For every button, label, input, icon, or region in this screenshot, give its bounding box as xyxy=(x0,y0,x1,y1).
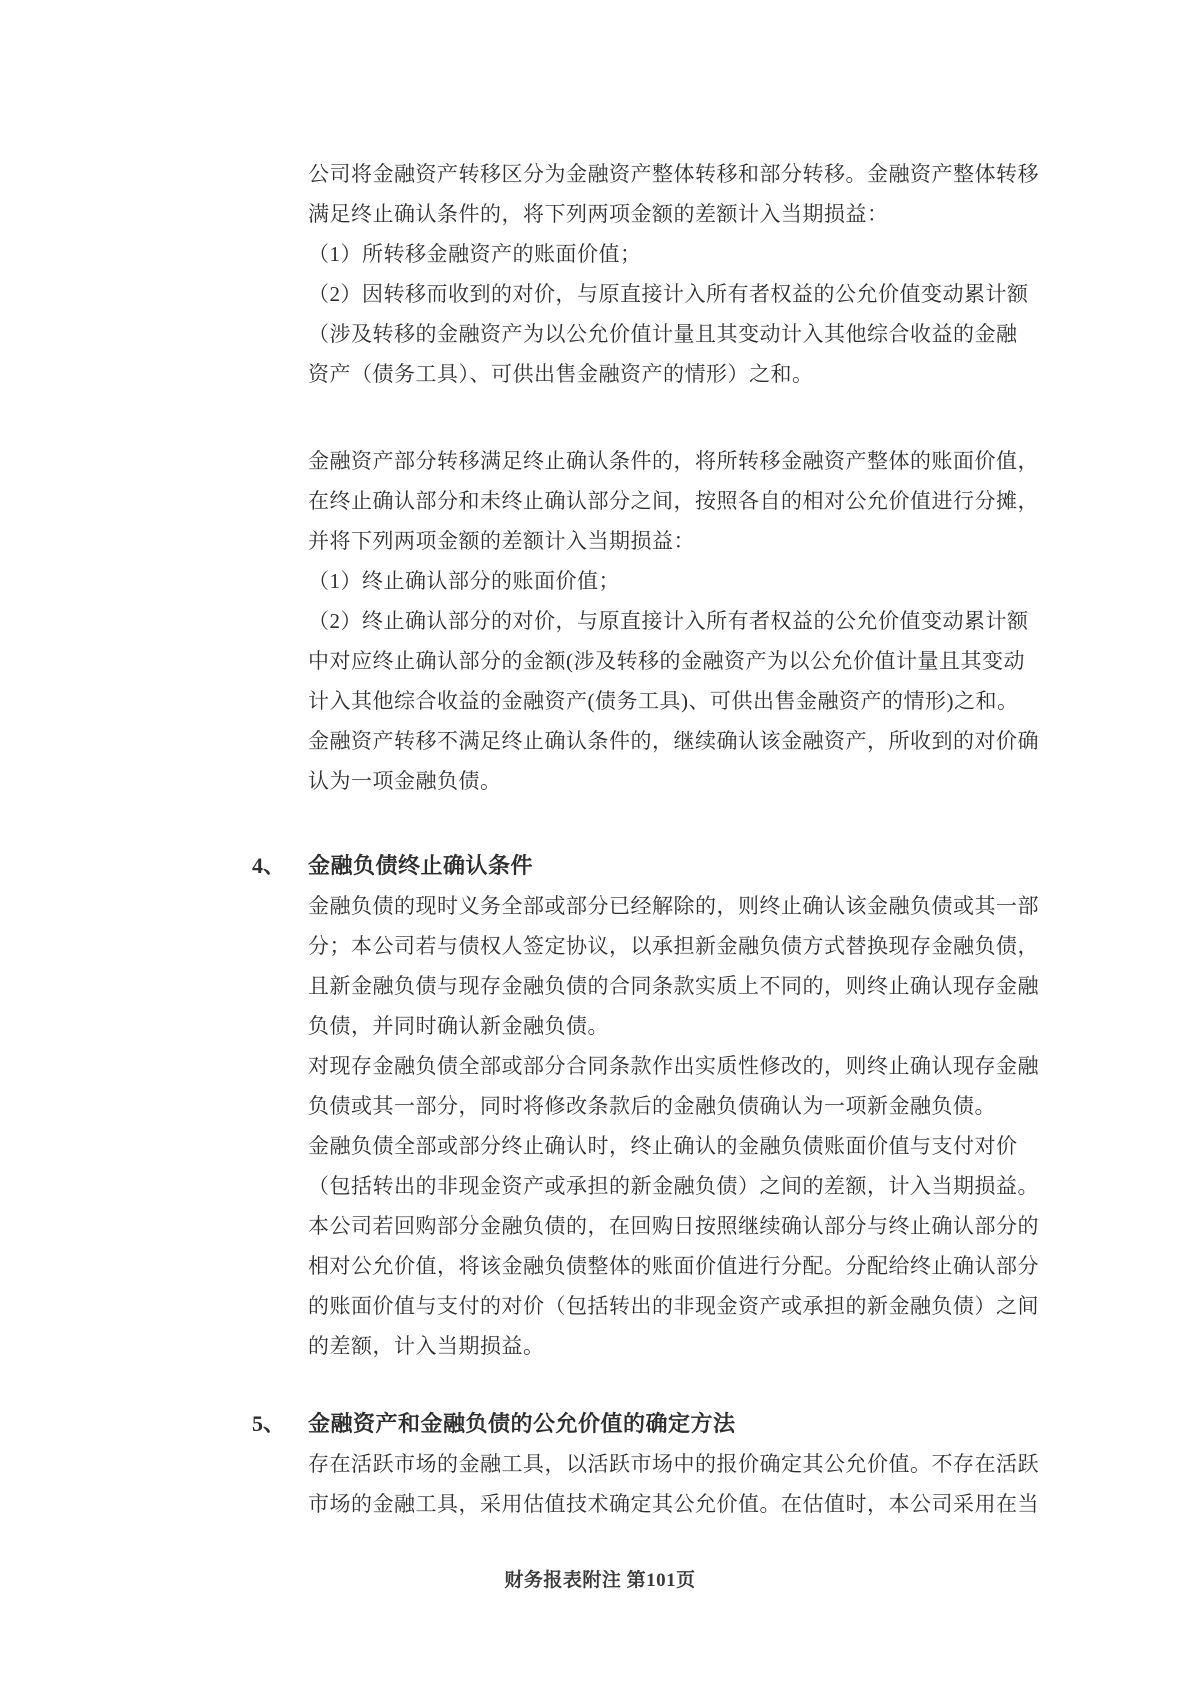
section-5-title: 金融资产和金融负债的公允价值的确定方法 xyxy=(308,1411,736,1436)
text-line: （2）因转移而收到的对价，与原直接计入所有者权益的公允价值变动累计额 xyxy=(308,282,1029,306)
text-line: 负债或其一部分，同时将修改条款后的金融负债确认为一项新金融负债。 xyxy=(308,1094,996,1118)
text-line: 负债，并同时确认新金融负债。 xyxy=(308,1014,609,1038)
section-5-heading xyxy=(252,1404,1002,1444)
text-line: 的账面价值与支付的对价（包括转出的非现金资产或承担的新金融负债）之间 xyxy=(308,1294,1039,1318)
page-footer: 财务报表附注 第101页 xyxy=(504,1570,696,1591)
section-4-heading xyxy=(252,846,1002,886)
text-line: 的差额，计入当期损益。 xyxy=(308,1334,545,1358)
text-line: （涉及转移的金融资产为以公允价值计量且其变动计入其他综合收益的金融 xyxy=(308,322,1018,346)
text-line: 金融负债全部或部分终止确认时，终止确认的金融负债账面价值与支付对价 xyxy=(308,1134,1018,1158)
text-line: 在终止确认部分和未终止确认部分之间，按照各自的相对公允价值进行分摊， xyxy=(308,489,1039,513)
text-line: 市场的金融工具，采用估值技术确定其公允价值。在估值时，本公司采用在当 xyxy=(308,1492,1039,1516)
text-line: （包括转出的非现金资产或承担的新金融负债）之间的差额，计入当期损益。 xyxy=(308,1174,1039,1198)
section-4-title: 金融负债终止确认条件 xyxy=(308,853,534,878)
paragraph-financial-asset-transfer-whole xyxy=(308,154,1039,394)
text-line: 金融资产转移不满足终止确认条件的，继续确认该金融资产，所收到的对价确 xyxy=(308,729,1039,753)
text-line: 相对公允价值，将该金融负债整体的账面价值进行分配。分配给终止确认部分 xyxy=(308,1254,1039,1278)
text-line: 中对应终止确认部分的金额(涉及转移的金融资产为以公允价值计量且其变动 xyxy=(308,649,1025,673)
text-line: 计入其他综合收益的金融资产(债务工具)、可供出售金融资产的情形)之和。 xyxy=(308,689,1019,713)
paragraph-financial-asset-transfer-partial xyxy=(308,441,1039,801)
text-line: （2）终止确认部分的对价，与原直接计入所有者权益的公允价值变动累计额 xyxy=(308,609,1029,633)
paragraph-financial-liability-derecognition xyxy=(308,886,1039,1366)
text-line: 本公司若回购部分金融负债的，在回购日按照继续确认部分与终止确认部分的 xyxy=(308,1214,1039,1238)
text-line: 满足终止确认条件的，将下列两项金额的差额计入当期损益： xyxy=(308,202,889,226)
text-line: 并将下列两项金额的差额计入当期损益： xyxy=(308,529,695,553)
text-line: 金融资产部分转移满足终止确认条件的，将所转移金融资产整体的账面价值， xyxy=(308,449,1039,473)
text-line: 金融负债的现时义务全部或部分已经解除的，则终止确认该金融负债或其一部 xyxy=(308,894,1039,918)
text-line: 资产（债务工具）、可供出售金融资产的情形）之和。 xyxy=(308,362,814,386)
text-line: 对现存金融负债全部或部分合同条款作出实质性修改的，则终止确认现存金融 xyxy=(308,1054,1039,1078)
text-line: 公司将金融资产转移区分为金融资产整体转移和部分转移。金融资产整体转移 xyxy=(308,162,1039,186)
section-4-number: 4、 xyxy=(252,853,286,878)
section-5-number: 5、 xyxy=(252,1411,286,1436)
text-line: （1）所转移金融资产的账面价值； xyxy=(308,242,642,266)
text-line: 存在活跃市场的金融工具，以活跃市场中的报价确定其公允价值。不存在活跃 xyxy=(308,1452,1039,1476)
text-line: 认为一项金融负债。 xyxy=(308,769,502,793)
text-line: （1）终止确认部分的账面价值； xyxy=(308,569,620,593)
paragraph-fair-value-determination xyxy=(308,1444,1039,1524)
text-line: 且新金融负债与现存金融负债的合同条款实质上不同的，则终止确认现存金融 xyxy=(308,974,1039,998)
text-line: 分；本公司若与债权人签定协议，以承担新金融负债方式替换现存金融负债， xyxy=(308,934,1039,958)
